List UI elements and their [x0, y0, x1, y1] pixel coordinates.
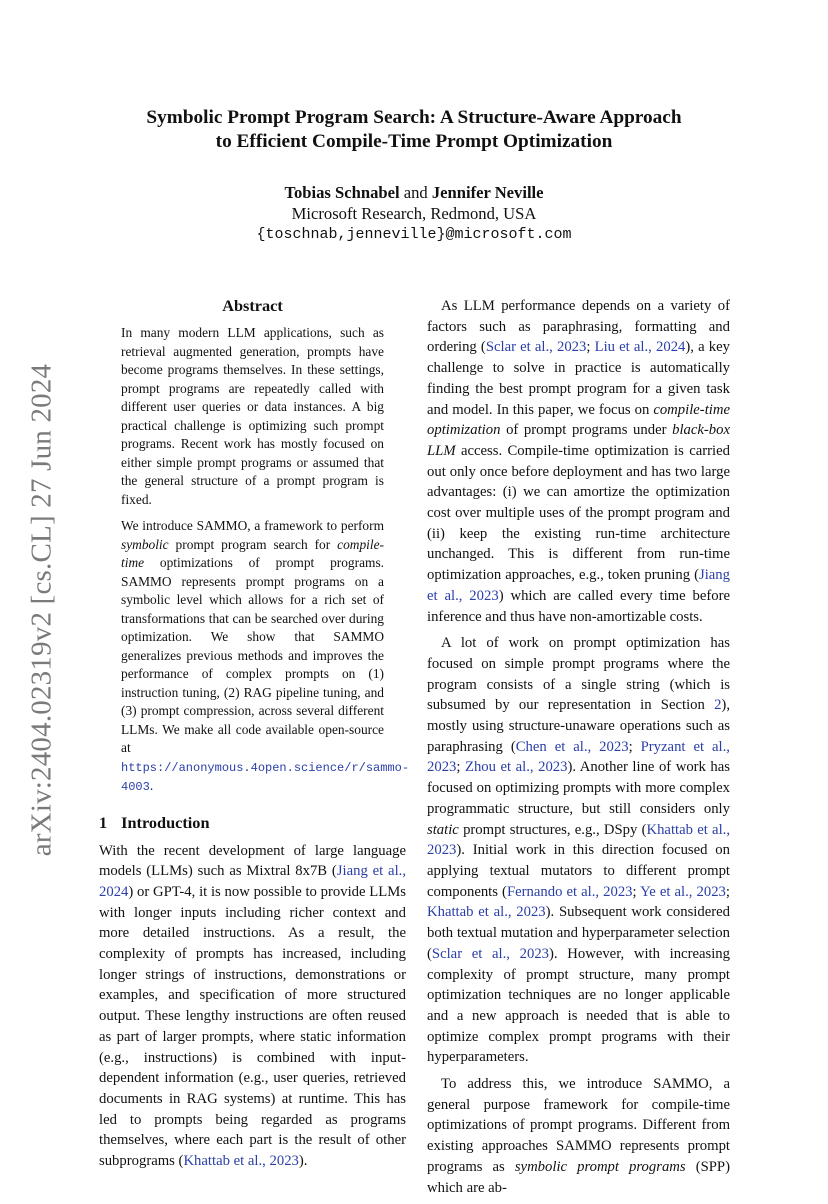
text-span: We introduce SAMMO, a framework to perform — [121, 518, 384, 533]
text-span: ; — [632, 883, 641, 900]
text-span: access. Compile-time optimization is carried out only once before deployment and has two large advantages: (i) we can amortize the optimization cost over multiple uses of the prompt program and (ii) keep the existing run-time architecture unchanged. This is different from run-time optimization approaches, e.g., token pruning ( — [427, 442, 730, 584]
section-ref-link[interactable]: 2 — [714, 697, 722, 714]
emphasis: compile-time — [121, 536, 384, 570]
text-span: ), a key challenge to solve in practice is automatically finding the best prompt program for a given task and model. In this paper, we focus on — [427, 339, 730, 418]
arxiv-stamp — [22, 363, 62, 857]
abstract-heading: Abstract — [222, 296, 283, 315]
text-span: ), mostly using structure-unaware operations such as paraphrasing ( — [427, 697, 730, 755]
citation-link[interactable]: Khattab et al., 2023 — [183, 1153, 299, 1170]
citation-link[interactable]: Khattab et al., 2023 — [427, 904, 546, 921]
abstract-paragraph-2 — [121, 517, 410, 797]
text-span: ; — [586, 339, 595, 356]
citation-link[interactable]: Jiang et al., 2023 — [427, 567, 730, 604]
text-span: ; — [628, 738, 641, 755]
text-span: optimizations of prompt programs. SAMMO represents prompt programs on a symbolic level which allows for a rich set of transformations that can be searched over during optimization. We show that SAMMO generalizes previous methods and improves the performance of complex prompts on (1) instruction tuning, (2) RAG pipeline tuning, and (3) prompt compression, across several different LLMs. We make all code available open-source at — [121, 555, 384, 755]
intro-paragraph-1 — [99, 841, 406, 1172]
citation-link[interactable]: Pryzant et al., 2023 — [427, 738, 730, 776]
text-span: ). Another line of work has focused on optimizing prompts with more complex programmatic structure, but still considers only — [427, 759, 731, 817]
citation-link[interactable]: Fernando et al., 2023 — [506, 883, 633, 900]
emphasis: compile-time optimization — [427, 401, 730, 439]
citation-link[interactable]: Liu et al., 2024 — [594, 339, 686, 356]
text-span: . — [149, 778, 154, 793]
left-column — [99, 296, 410, 1178]
code-url-link[interactable]: https://anonymous.4open.science/r/sammo-4003 — [121, 760, 410, 794]
text-span: As LLM performance depends on a variety of factors such as paraphrasing, formatting and ordering ( — [427, 298, 730, 356]
text-span: prompt structures, e.g., DSpy ( — [458, 821, 647, 838]
text-span: To address this, we introduce — [441, 1076, 654, 1093]
text-span: A lot of work on prompt optimization has focused on simple prompt programs where the program consists of a single string (which is subsumed by our representation in Section — [427, 635, 730, 714]
emphasis: symbolic — [121, 536, 169, 552]
abstract-paragraph-1: In many modern LLM applications, such as retrieval augmented generation, prompts have become programs themselves. In these settings, prompt programs are repeatedly called with different user queries or data instances. A big practical challenge is optimizing such prompt programs. Recent work has mostly focused on either simple prompt programs or assumed that the general structure of a prompt program is fixed. — [121, 325, 384, 507]
author-email: {toschnab,jenneville}@microsoft.com — [256, 226, 572, 243]
author-1: Tobias Schnabel — [284, 183, 400, 202]
framework-name: SAMMO — [653, 1076, 709, 1093]
text-span: (SPP) which are ab- — [427, 1158, 730, 1196]
text-span: ) or GPT-4, it is now possible to provide LLMs with longer inputs including richer context and more detailed instructions. As a result, the complexity of prompts has increased, including longer strings of instructions, demonstrations or examples, and specification of more structured output. These lengthy instructions are often reused as part of larger prompts, where static information (e.g., instructions) is combined with input-dependent information (e.g., user queries, retrieved documents in RAG systems) at runtime. This has led to prompts being regarded as programs themselves, where each part is the result of other subprograms ( — [99, 883, 406, 1170]
text-span: of prompt programs under — [500, 422, 673, 439]
citation-link[interactable]: Khattab et al., 2023 — [427, 821, 730, 859]
text-span: prompt program search for — [168, 536, 338, 552]
author-conjunction: and — [403, 183, 428, 202]
author-2: Jennifer Neville — [431, 183, 544, 202]
text-span: ; — [456, 759, 465, 776]
title-line-2: to Efficient Compile-Time Prompt Optimization — [215, 131, 613, 152]
text-span: ) which are called every time before inference and thus have non-amortizable costs. — [427, 587, 730, 625]
citation-link[interactable]: Jiang et al., 2024 — [99, 863, 406, 900]
arxiv-identifier: arXiv:2404.02319v2 [cs.CL] 27 Jun 2024 — [25, 363, 58, 857]
citation-link[interactable]: Ye et al., 2023 — [640, 883, 726, 900]
text-span: ; — [725, 883, 730, 900]
framework-name: SAMMO — [556, 1138, 612, 1155]
citation-link[interactable]: Chen et al., 2023 — [515, 738, 629, 755]
author-block — [100, 182, 728, 245]
section-number: 1 — [99, 812, 108, 832]
affiliation: Microsoft Research, Redmond, USA — [291, 204, 537, 223]
emphasis: black-box LLM — [427, 422, 730, 459]
abstract-body — [99, 324, 410, 797]
text-span: ). Initial work in this direction focused on applying textual mutators to different prompt components ( — [427, 842, 730, 900]
right-paragraph-2 — [427, 633, 730, 1068]
emphasis: symbolic prompt programs — [514, 1158, 686, 1175]
text-span: represents prompt programs as — [427, 1138, 730, 1175]
text-span: With the recent development of large language models (LLMs) such as Mixtral 8x7B ( — [99, 842, 406, 880]
title-line-1: Symbolic Prompt Program Search: A Structure-Aware Approach — [146, 107, 682, 128]
citation-link[interactable]: Sclar et al., 2023 — [431, 945, 550, 962]
citation-link[interactable]: Sclar et al., 2023 — [485, 339, 587, 356]
right-paragraph-1 — [427, 296, 730, 627]
paper-title — [100, 106, 728, 154]
right-paragraph-3 — [427, 1074, 730, 1198]
text-span: ). Subsequent work considered both textual mutation and hyperparameter selection ( — [427, 904, 730, 962]
introduction-body — [99, 841, 406, 1172]
citation-link[interactable]: Zhou et al., 2023 — [464, 759, 568, 776]
emphasis: static — [427, 821, 459, 838]
section-heading-introduction — [99, 813, 406, 833]
author-names — [100, 182, 728, 203]
right-column-body — [427, 296, 730, 1198]
section-title: Introduction — [121, 812, 210, 832]
text-span: , a general purpose framework for compile-time optimizations of prompt programs. Different from existing approaches — [427, 1076, 730, 1155]
right-column — [427, 296, 730, 1204]
text-span: ). However, with increasing complexity of prompt structure, many prompt optimization techniques are no longer applicable and a new approach is needed that is able to optimize complex prompt programs with their hyperparameters. — [427, 945, 730, 1066]
text-span: ). — [298, 1153, 308, 1170]
